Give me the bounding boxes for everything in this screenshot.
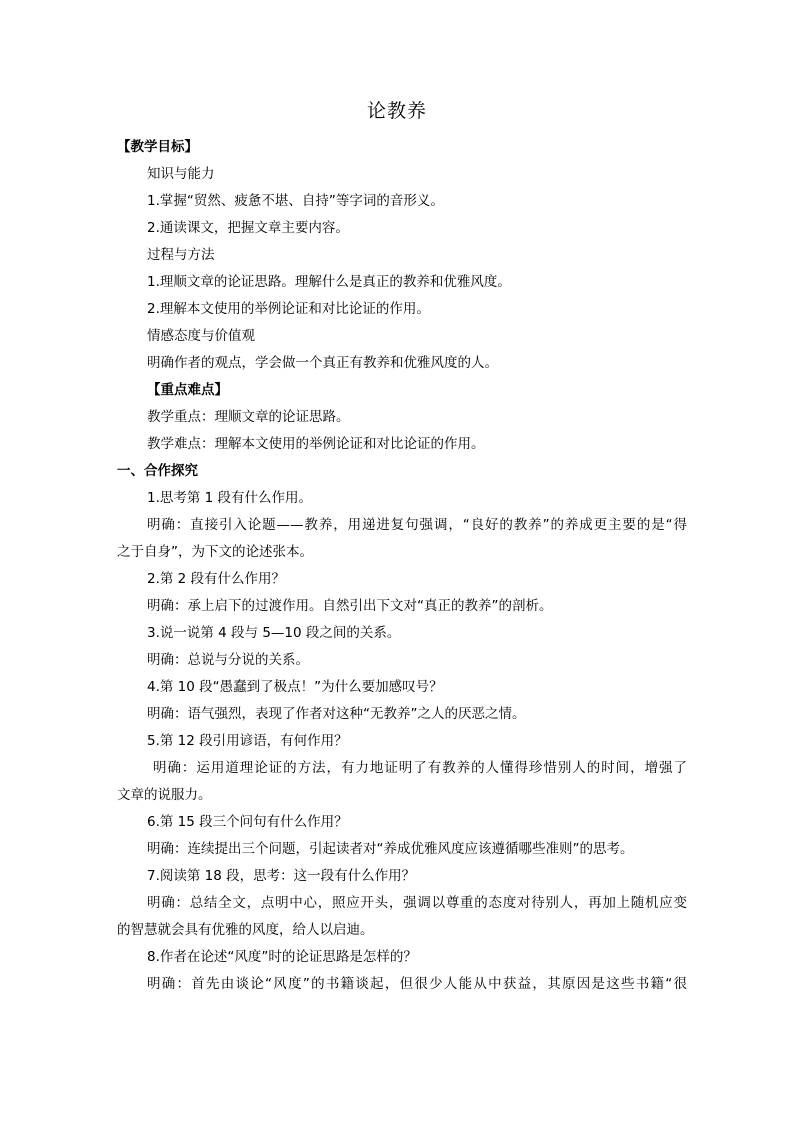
answer-text: 明确：连续提出三个问题，引起读者对“养成优雅风度应该遵循哪些准则”的思考。 <box>147 841 634 857</box>
answer-text: 明确：首先由谈论“风度”的书籍谈起，但很少人能从中获益，其原因是这些书籍“很 <box>147 976 687 992</box>
subheading-process-method: 过程与方法 <box>147 247 215 263</box>
goal-item: 明确作者的观点，学会做一个真正有教养和优雅风度的人。 <box>147 355 498 371</box>
subheading-knowledge-ability: 知识与能力 <box>147 166 215 182</box>
answer-text-continued: 之于自身”，为下文的论述张本。 <box>117 544 313 560</box>
key-point-item: 教学重点：理顺文章的论证思路。 <box>147 409 350 425</box>
difficulty-item: 教学难点：理解本文使用的举例论证和对比论证的作用。 <box>147 436 485 452</box>
answer-text: 明确：承上启下的过渡作用。自然引出下文对“真正的教养”的剖析。 <box>147 598 553 614</box>
subheading-emotion-values: 情感态度与价值观 <box>147 328 255 344</box>
answer-text: 明确：直接引入论题——教养，用递进复句强调，“良好的教养”的养成更主要的是“得 <box>147 517 687 533</box>
question-item: 6.第 15 段三个问句有什么作用？ <box>147 814 348 830</box>
question-item: 3.说一说第 4 段与 5—10 段之间的关系。 <box>147 625 401 641</box>
goal-item: 1.理顺文章的论证思路。理解什么是真正的教养和优雅风度。 <box>147 274 511 290</box>
answer-text: 明确：总结全文，点明中心，照应开头，强调以尊重的态度对待别人，再加上随机应变 <box>147 895 687 911</box>
answer-text-continued: 的智慧就会具有优雅的风度，给人以启迪。 <box>117 922 374 938</box>
answer-text: 明确：总说与分说的关系。 <box>147 652 309 668</box>
section-heading-cooperative-inquiry: 一、合作探究 <box>117 463 198 479</box>
goal-item: 1.掌握“贸然、疲惫不堪、自持”等字词的音形义。 <box>147 193 444 209</box>
answer-text-continued: 文章的说服力。 <box>117 787 212 803</box>
question-item: 1.思考第 1 段有什么作用。 <box>147 490 313 506</box>
answer-text: 明确：运用道理论证的方法，有力地证明了有教养的人懂得珍惜别人的时间，增强了 <box>153 760 687 776</box>
page-title: 论教养 <box>366 100 427 122</box>
question-item: 7.阅读第 18 段，思考：这一段有什么作用？ <box>147 868 416 884</box>
goal-item: 2.通读课文，把握文章主要内容。 <box>147 220 349 236</box>
goal-item: 2.理解本文使用的举例论证和对比论证的作用。 <box>147 301 430 317</box>
question-item: 4.第 10 段“愚蠢到了极点！”为什么要加感叹号？ <box>147 679 443 695</box>
section-heading-key-points: 【重点难点】 <box>147 382 228 398</box>
question-item: 5.第 12 段引用谚语，有何作用？ <box>147 733 348 749</box>
section-heading-teaching-goals: 【教学目标】 <box>117 139 198 155</box>
question-item: 8.作者在论述“风度”时的论证思路是怎样的？ <box>147 949 417 965</box>
question-item: 2.第 2 段有什么作用？ <box>147 571 286 587</box>
answer-text: 明确：语气强烈，表现了作者对这种“无教养”之人的厌恶之情。 <box>147 706 526 722</box>
